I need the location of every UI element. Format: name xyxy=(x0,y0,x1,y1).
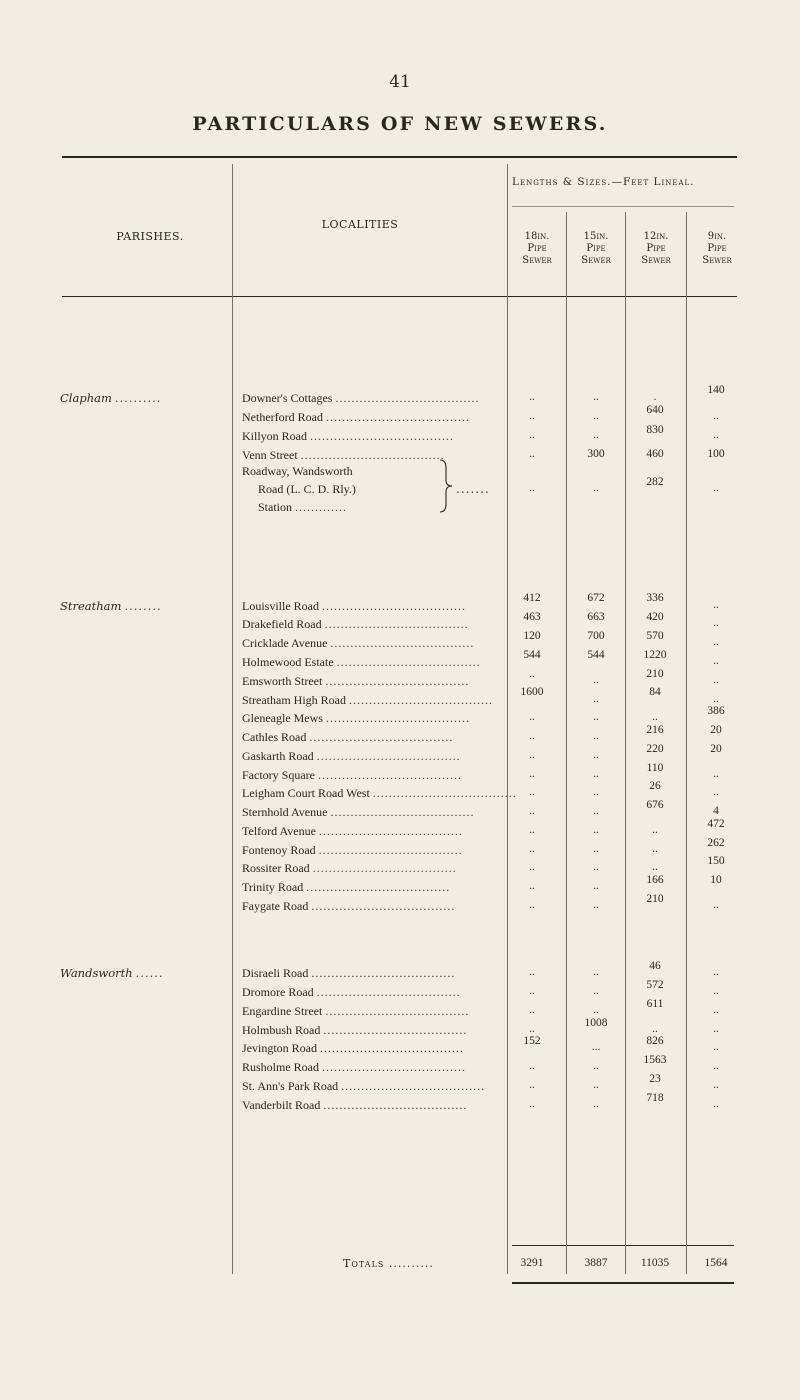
value-15in: .. xyxy=(593,985,599,997)
value-9in: 150 xyxy=(707,855,725,867)
value-18in: .. xyxy=(529,966,535,978)
locality-line: Roadway, Wandsworth xyxy=(242,464,353,478)
value-12in: 46 xyxy=(649,960,661,972)
col-header-size: 15in. xyxy=(583,231,609,242)
value-9in: 140 xyxy=(707,384,725,396)
value-15in: .. xyxy=(593,482,599,494)
value-18in: .. xyxy=(529,899,535,911)
locality-name: Netherford Road .................................... xyxy=(242,410,470,424)
value-9in: .. xyxy=(713,1079,719,1091)
value-9in: .. xyxy=(713,1041,719,1053)
value-18in: .. xyxy=(529,805,535,817)
locality-name: Holmewood Estate .................................... xyxy=(242,655,481,669)
locality-line: Road (L. C. D. Rly.) xyxy=(258,482,356,496)
value-15in: .. xyxy=(593,391,599,403)
value-15in: 700 xyxy=(587,630,605,642)
value-12in: 23 xyxy=(649,1073,661,1085)
value-18in: .. xyxy=(529,448,535,460)
locality-name: Emsworth Street .................................... xyxy=(242,674,470,688)
value-12in: 216 xyxy=(646,724,664,736)
value-9in: .. xyxy=(713,599,719,611)
col-header-15in xyxy=(567,231,625,267)
value-12in: 84 xyxy=(649,686,661,698)
value-12in: 611 xyxy=(646,998,664,1010)
value-9in: 4 xyxy=(713,805,719,817)
locality-name: Downer's Cottages .................................... xyxy=(242,391,480,405)
value-9in: 386 xyxy=(707,705,725,717)
value-12in: 570 xyxy=(646,630,664,642)
value-12in: .. xyxy=(652,843,658,855)
value-15in: .. xyxy=(593,711,599,723)
total-9in: 1564 xyxy=(704,1257,728,1269)
value-18in: 1600 xyxy=(520,686,544,698)
col-header-size: 9in. xyxy=(707,231,727,242)
col-header-9in xyxy=(687,231,747,267)
value-18in: 412 xyxy=(523,592,541,604)
value-18in: .. xyxy=(529,768,535,780)
value-9in: .. xyxy=(713,655,719,667)
value-12in: 166 xyxy=(646,874,664,886)
value-9in: .. xyxy=(713,482,719,494)
value-15in: 672 xyxy=(587,592,605,604)
value-9in: .. xyxy=(713,1098,719,1110)
value-18in: .. xyxy=(529,749,535,761)
value-12in: 640 xyxy=(646,404,664,416)
locality-name: Jevington Road .................................... xyxy=(242,1041,464,1055)
value-9in: .. xyxy=(713,429,719,441)
value-9in: 20 xyxy=(710,743,722,755)
value-18in: .. xyxy=(529,1079,535,1091)
value-15in: .. xyxy=(593,1098,599,1110)
col-divider xyxy=(232,164,233,1274)
value-9in: 10 xyxy=(710,874,722,886)
col-header-kind: Sewer xyxy=(522,255,552,266)
lengths-sizes-header: Lengths & Sizes.—Feet Lineal. xyxy=(512,176,695,188)
value-15in: 663 xyxy=(587,611,605,623)
total-18in: 3291 xyxy=(520,1257,544,1269)
parish-name: Wandsworth xyxy=(60,966,133,980)
localities-header: LOCALITIES xyxy=(321,218,399,231)
value-12in: 282 xyxy=(646,476,664,488)
locality-name: Gaskarth Road .................................... xyxy=(242,749,461,763)
parish-streatham: Streatham ........ xyxy=(60,599,162,613)
value-9in: .. xyxy=(713,410,719,422)
value-9in: .. xyxy=(713,693,719,705)
locality-name: Drakefield Road .................................... xyxy=(242,617,469,631)
value-15in: .. xyxy=(593,1060,599,1072)
totals-label: Totals .......... xyxy=(343,1257,434,1270)
total-12in: 11035 xyxy=(640,1257,670,1269)
value-15in: 1008 xyxy=(584,1017,608,1029)
col-header-18in xyxy=(508,231,566,267)
totals-top-rule xyxy=(512,1245,734,1246)
locality-name: Cathles Road .................................... xyxy=(242,730,454,744)
value-9in: 262 xyxy=(707,837,725,849)
value-18in: .. xyxy=(529,880,535,892)
value-18in: .. xyxy=(529,668,535,680)
value-9in: 100 xyxy=(707,448,725,460)
value-18in: .. xyxy=(529,1098,535,1110)
locality-name: Louisville Road .................................... xyxy=(242,599,466,613)
value-18in: .. xyxy=(529,786,535,798)
value-12in: 1563 xyxy=(643,1054,667,1066)
value-15in: .. xyxy=(593,429,599,441)
value-12in: 676 xyxy=(646,799,664,811)
value-18in: 463 xyxy=(523,611,541,623)
value-15in: 544 xyxy=(587,649,605,661)
value-15in: .. xyxy=(593,749,599,761)
value-15in: .. xyxy=(593,410,599,422)
value-15in: .. xyxy=(593,966,599,978)
value-18in: .. xyxy=(529,1004,535,1016)
value-12in: 210 xyxy=(646,893,664,905)
value-12in: .. xyxy=(652,711,658,723)
locality-line: Station ............. xyxy=(258,500,348,514)
value-15in: .. xyxy=(593,1004,599,1016)
row-leader: ....... xyxy=(456,482,490,496)
locality-name: Faygate Road .................................... xyxy=(242,899,456,913)
value-9in: .. xyxy=(713,985,719,997)
locality-name: Rusholme Road .................................... xyxy=(242,1060,466,1074)
locality-name: Gleneagle Mews .................................... xyxy=(242,711,470,725)
value-9in: .. xyxy=(713,899,719,911)
col-header-kind: Sewer xyxy=(702,255,732,266)
value-9in: 472 xyxy=(707,818,725,830)
value-15in: .. xyxy=(593,674,599,686)
value-18in: .. xyxy=(529,482,535,494)
col-header-12in xyxy=(626,231,686,267)
value-18in: .. xyxy=(529,429,535,441)
page-title: PARTICULARS OF NEW SEWERS. xyxy=(192,113,608,135)
locality-name: Engardine Street .................................... xyxy=(242,1004,470,1018)
value-15in: 300 xyxy=(587,448,605,460)
value-18in: .. xyxy=(529,843,535,855)
col-header-type: Pipe xyxy=(707,243,727,254)
locality-name: Trinity Road .................................... xyxy=(242,880,451,894)
locality-name: Vanderbilt Road .................................... xyxy=(242,1098,468,1112)
value-18in: 152 xyxy=(523,1035,541,1047)
col-header-size: 12in. xyxy=(643,231,669,242)
value-15in: .. xyxy=(593,824,599,836)
value-12in: 460 xyxy=(646,448,664,460)
col-header-kind: Sewer xyxy=(581,255,611,266)
locality-name: Cricklade Avenue .................................... xyxy=(242,636,475,650)
header-bottom-rule xyxy=(62,296,737,297)
locality-name: Killyon Road .................................... xyxy=(242,429,454,443)
locality-name: Venn Street .................................... xyxy=(242,448,445,462)
value-18in: .. xyxy=(529,1060,535,1072)
top-rule xyxy=(62,156,737,158)
value-9in: .. xyxy=(713,636,719,648)
locality-name: Streatham High Road .................................... xyxy=(242,693,493,707)
value-12in: 572 xyxy=(646,979,664,991)
parish-wandsworth: Wandsworth ...... xyxy=(60,966,164,980)
value-12in: .. xyxy=(652,861,658,873)
total-15in: 3887 xyxy=(584,1257,608,1269)
value-12in: 1220 xyxy=(643,649,667,661)
value-18in: 544 xyxy=(523,649,541,661)
value-12in: 26 xyxy=(649,780,661,792)
parish-name: Clapham xyxy=(60,391,112,405)
value-15in: .. xyxy=(593,843,599,855)
locality-name: Sternhold Avenue .................................... xyxy=(242,805,475,819)
col-header-kind: Sewer xyxy=(641,255,671,266)
parishes-header: PARISHES. xyxy=(116,230,184,243)
locality-name: Leigham Court Road West .................................... xyxy=(242,786,517,800)
value-12in: . xyxy=(653,391,657,403)
value-12in: 826 xyxy=(646,1035,664,1047)
value-12in: 336 xyxy=(646,592,664,604)
value-15in: .. xyxy=(593,693,599,705)
value-9in: .. xyxy=(713,786,719,798)
brace-icon xyxy=(438,458,454,514)
locality-name: Dromore Road .................................... xyxy=(242,985,461,999)
value-15in: .. xyxy=(593,880,599,892)
value-15in: .. xyxy=(593,861,599,873)
locality-name: Factory Square .................................... xyxy=(242,768,462,782)
value-18in: .. xyxy=(529,985,535,997)
value-9in: 20 xyxy=(710,724,722,736)
locality-name: Holmbush Road .................................... xyxy=(242,1023,468,1037)
value-12in: 110 xyxy=(646,762,664,774)
value-9in: .. xyxy=(713,1023,719,1035)
col-header-type: Pipe xyxy=(527,243,547,254)
col-header-type: Pipe xyxy=(646,243,666,254)
value-18in: 120 xyxy=(523,630,541,642)
value-15in: .. xyxy=(593,1079,599,1091)
value-18in: .. xyxy=(529,711,535,723)
locality-name: Fontenoy Road .................................... xyxy=(242,843,463,857)
value-15in: .. xyxy=(593,768,599,780)
col-divider xyxy=(566,212,567,1274)
locality-name: Rossiter Road .................................... xyxy=(242,861,457,875)
col-divider xyxy=(625,212,626,1274)
parish-clapham: Clapham .......... xyxy=(60,391,162,405)
value-15in: ... xyxy=(591,1041,601,1053)
locality-name: St. Ann's Park Road .................................... xyxy=(242,1079,486,1093)
value-18in: .. xyxy=(529,824,535,836)
value-12in: 718 xyxy=(646,1092,664,1104)
value-12in: 210 xyxy=(646,668,664,680)
col-header-type: Pipe xyxy=(586,243,606,254)
col-header-size: 18in. xyxy=(524,231,550,242)
value-12in: 830 xyxy=(646,424,664,436)
value-12in: .. xyxy=(652,1023,658,1035)
value-18in: .. xyxy=(529,861,535,873)
value-15in: .. xyxy=(593,805,599,817)
col-divider xyxy=(686,212,687,1274)
value-9in: .. xyxy=(713,966,719,978)
locality-name: Telford Avenue .................................... xyxy=(242,824,463,838)
value-15in: .. xyxy=(593,899,599,911)
totals-bottom-rule xyxy=(512,1282,734,1284)
value-12in: 220 xyxy=(646,743,664,755)
parish-name: Streatham xyxy=(60,599,122,613)
value-9in: .. xyxy=(713,1060,719,1072)
value-12in: .. xyxy=(652,824,658,836)
subheader-rule xyxy=(512,206,734,207)
value-12in: 420 xyxy=(646,611,664,623)
page-number: 41 xyxy=(389,72,411,92)
value-9in: .. xyxy=(713,768,719,780)
value-9in: .. xyxy=(713,674,719,686)
value-18in: .. xyxy=(529,1023,535,1035)
value-18in: .. xyxy=(529,730,535,742)
value-15in: .. xyxy=(593,730,599,742)
value-15in: .. xyxy=(593,786,599,798)
value-18in: .. xyxy=(529,410,535,422)
value-18in: .. xyxy=(529,391,535,403)
value-9in: .. xyxy=(713,617,719,629)
locality-name: Disraeli Road .................................... xyxy=(242,966,456,980)
value-9in: .. xyxy=(713,1004,719,1016)
